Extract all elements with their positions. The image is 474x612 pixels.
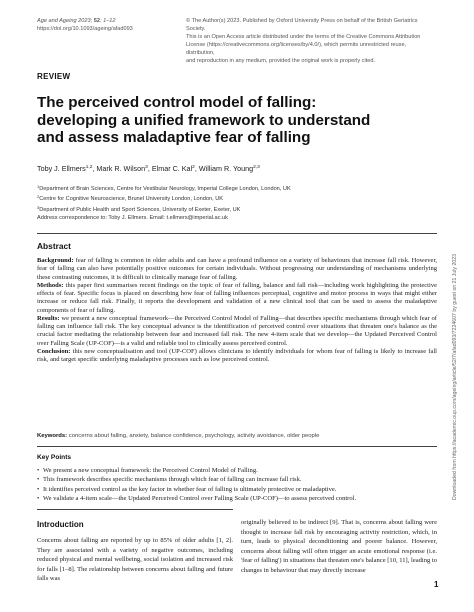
author-name: Elmar C. Kal <box>151 164 193 173</box>
doi-link[interactable]: https://doi.org/10.1093/ageing/afad093 <box>37 26 133 32</box>
article-type-label: REVIEW <box>37 72 71 81</box>
key-point: • This framework describes specific mechanisms through which fear of falling can increase fall risk. <box>37 475 437 484</box>
author-list: Toby J. Ellmers$^{1,2}$, Mark R. Wilson$^3$, Elmar C. Kal$^2$, William R. Young$^{2,3}$ <box>37 164 260 173</box>
journal-citation <box>37 17 133 33</box>
introduction-heading: Introduction <box>37 520 84 529</box>
abstract-paragraph: Conclusion: this new conceptualisation and tool (UP-COF) allows clinicians to identify individuals for whom fear of falling is likely to increase fall risk, and target specific underlying maladaptive processes such as low perceived control. <box>37 347 437 363</box>
affiliation: $^2$Centre for Cognitive Neuroscience, Brunel University London, London, UK <box>37 194 223 203</box>
key-point: • It identifies perceived control as the key factor in whether fear of falling is ultimately protective or maladaptive. <box>37 485 437 494</box>
abstract-body <box>37 257 437 364</box>
abstract-paragraph: Methods: this paper first summarises recent findings on the topic of fear of falling, balance and fall risk—including work highlighting the protective effects of fear. Specific focus is placed on describing how fear of falling influences perceptual, cognitive and motor process in ways that might either increase or reduce fall risk. Finally, it reports the development and validation of a new clinical tool that can be used to assess the maladaptive components of fear of falling. <box>37 281 437 314</box>
affiliation: $^1$Department of Brain Sciences, Centre for Vestibular Neurology, Imperial College London, London, UK <box>37 184 291 192</box>
key-point: • We present a new conceptual framework: the Perceived Control Model of Falling. <box>37 466 437 475</box>
abstract-paragraph: Results: we present a new conceptual framework—the Perceived Control Model of Falling—that describes specific mechanisms through which fear of falling can influence fall risk. The key conceptual advance is the identification of perceived control over situations that threaten one's balance as the crucial factor mediating the relationship between fear and increased fall risk. The new 4-item scale that we develop—the Updated Perceived Control over Falling Scale (UP-COF)—is a valid and reliable tool to clinically assess perceived control. <box>37 314 437 347</box>
introduction-text-left: Concerns about falling are reported by up to 85% of older adults [1, 2]. They are associated with a variety of negative outcomes, including reduced physical and mental wellbeing, social isolation and increased risk for falls [1–8]. The relationship between concerns about falling and future falls was <box>37 537 233 583</box>
affiliation: $^3$Department of Public Health and Sport Sciences, University of Exeter, Exeter, UK <box>37 204 241 213</box>
affiliations <box>37 183 291 214</box>
author-name: William R. Young <box>198 164 254 173</box>
download-sidebar <box>452 130 462 500</box>
article-title: The perceived control model of falling: developing a unified framework to understand and assess maladaptive fear of falling <box>37 94 371 146</box>
download-notice[interactable]: Downloaded from https://academic.oup.com/ageing/article/52/7/afad093/7224607 by guest on 21 July 2023 <box>452 254 458 500</box>
abstract-paragraph: Background: fear of falling is common in older adults and can have a profound influence on a variety of behaviours that increase fall risk. However, fear of falling can also have potentially positive outcomes for certain individuals. Without progressing our understanding of mechanisms underlying these contrasting outcomes, it is difficult to clinically manage fear of falling. <box>37 257 437 281</box>
divider <box>37 233 437 234</box>
introduction-text-right: originally believed to be indirect [9]. That is, concerns about falling were thought to increase fall risk by encouraging activity restriction, which, in turn, leads to physical deconditioning and poorer balance. However, concerns about falling will often trigger an acute emotional response (i.e. 'fear of falling') in situations that threaten one's balance [10, 11], leading to changes in behaviour that may directly increase <box>241 519 438 574</box>
key-points-heading: Key Points <box>37 454 72 461</box>
author-name: Toby J. Ellmers <box>37 164 86 173</box>
journal-line: Age and Ageing 2023; 52: 1–12 <box>37 18 116 24</box>
key-point: • We validate a 4-item scale—the Updated Perceived Control over Falling Scale (UP-COF)—to assess perceived control. <box>37 494 437 503</box>
page-number: 1 <box>434 580 439 589</box>
license-notice: © The Author(s) 2023. Published by Oxford University Press on behalf of the British Geriatrics Society. This is an Open Access article distributed under the terms of the Creative Commons Attribution License (https://creativecommons.org/licenses/by/4.0/), which permits unrestricted reuse, distribution, and reproduction in any medium, provided the original work is properly cited. <box>186 18 421 64</box>
divider <box>37 446 437 447</box>
author-name: Mark R. Wilson <box>96 164 146 173</box>
correspondence: Address correspondence to: Toby J. Ellmers. Email: t.ellmers@imperial.ac.uk <box>37 215 228 221</box>
divider <box>37 509 233 510</box>
key-points-list <box>37 466 437 503</box>
keywords: Keywords: concerns about falling, anxiety, balance confidence, psychology, activity avoidance, older people <box>37 433 320 439</box>
abstract-heading: Abstract <box>37 241 71 251</box>
